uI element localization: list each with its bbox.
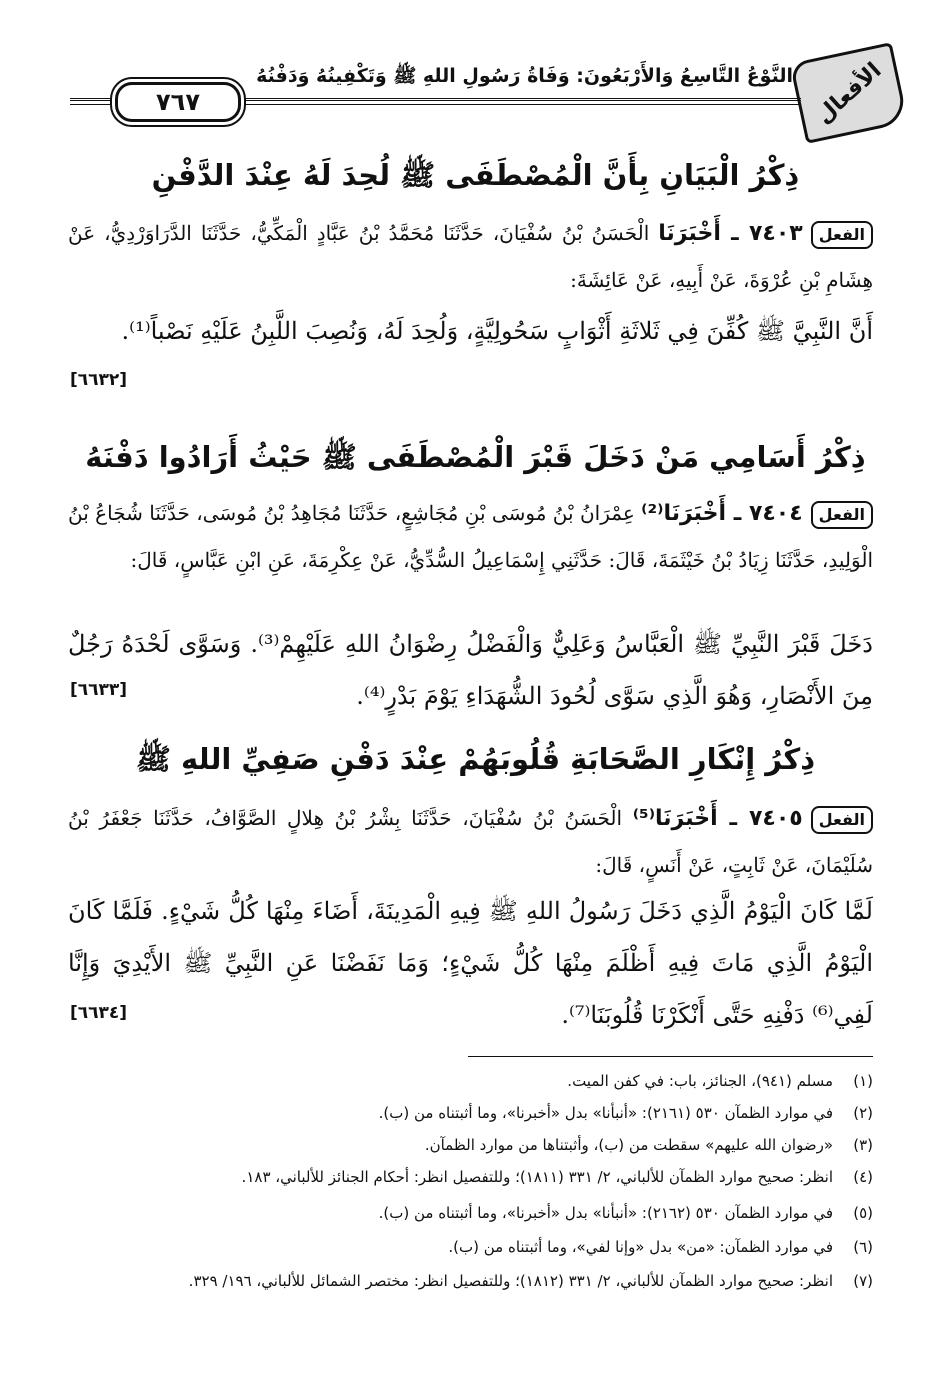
running-title: النَّوْعُ التَّاسِعُ وَالأَرْبَعُونَ: وَفَاةُ رَسُولِ اللهِ ﷺ وَتَكْفِينُهُ وَدَفْنُهُ (256, 65, 793, 87)
type-badge: الفعل (811, 501, 873, 529)
isnad-text: الْحَسَنُ بْنُ سُفْيَانَ، حَدَّثَنَا مُحَمَّدُ بْنُ عَبَّادٍ الْمَكِّيُّ، حَدَّثَنَا الدَّرَاوَرْدِيُّ، عَنْ هِشَامِ بْنِ عُرْوَةَ، عَنْ أَبِيهِ، عَنْ عَائِشَةَ: (68, 221, 873, 292)
footnote: (٣)«رضوان الله عليهم» سقطت من (ب)، وأثبتناها من موارد الظمآن. (424, 1136, 873, 1154)
chapter-heading: ذِكْرُ الْبَيَانِ بِأَنَّ الْمُصْطَفَى ﷺ لُحِدَ لَهُ عِنْدَ الدَّفْنِ (151, 158, 800, 192)
page-number: ٧٦٧ (156, 88, 200, 116)
footnote: (٢)في موارد الظمآن ٥٣٠ (٢١٦١): «أنبأنا» بدل «أخبرنا»، وما أثبتناه من (ب). (378, 1104, 873, 1122)
chapter-heading: ذِكْرُ إِنْكَارِ الصَّحَابَةِ قُلُوبَهُمْ عِنْدَ دَفْنِ صَفِيِّ اللهِ ﷺ (135, 742, 816, 776)
cross-reference: [٦٦٣٣] (70, 680, 128, 700)
chapter-heading: ذِكْرُ أَسَامِي مَنْ دَخَلَ قَبْرَ الْمُصْطَفَى ﷺ حَيْثُ أَرَادُوا دَفْنَهُ (85, 440, 866, 474)
hadith-number: ٧٤٠٤ ـ أَخْبَرَنَا⁽²⁾ (641, 501, 803, 526)
hadith-isnad (68, 210, 873, 303)
footnote: (٧)انظر: صحيح موارد الظمآن للألباني، ٢/ ٣٣١ (١٨١٢)؛ وللتفصيل انظر: مختصر الشمائل للألباني، ١٩٦/ ٣٢٩. (188, 1272, 873, 1290)
footnote: (١)مسلم (٩٤١)، الجنائز، باب: في كفن الميت. (567, 1072, 873, 1090)
hadith-number: ٧٤٠٥ ـ أَخْبَرَنَا⁽⁵⁾ (632, 806, 803, 831)
hadith-number: ٧٤٠٣ ـ أَخْبَرَنَا (658, 221, 803, 246)
section-tab (790, 42, 909, 144)
footnote-separator (468, 1056, 873, 1057)
hadith-matn: دَخَلَ قَبْرَ النَّبِيِّ ﷺ الْعَبَّاسُ وَعَلِيٌّ وَالْفَضْلُ رِضْوَانُ اللهِ عَلَيْهِمْ⁽³⁾. وَسَوَّى لَحْدَهُ رَجُلٌ مِنَ الأَنْصَارِ، وَهُوَ الَّذِي سَوَّى لُحُودَ الشُّهَدَاءِ يَوْمَ بَدْرٍ⁽⁴⁾. (68, 630, 873, 710)
footnote: (٦)في موارد الظمآن: «من» بدل «وإنا لفي»، وما أثبتناه من (ب). (448, 1238, 873, 1256)
footnote: (٥)في موارد الظمآن ٥٣٠ (٢١٦٢): «أنبأنا» بدل «أخبرنا»، وما أثبتناه من (ب). (378, 1204, 873, 1222)
type-badge: الفعل (811, 221, 873, 249)
isnad-text: عِمْرَانُ بْنُ مُوسَى بْنِ مُجَاشِعٍ، حَدَّثَنَا مُجَاهِدُ بْنُ مُوسَى، حَدَّثَنَا شُجَاعُ بْنُ الْوَلِيدِ، حَدَّثَنَا زِيَادُ بْنُ خَيْثَمَةَ، قَالَ: حَدَّثَنِي إِسْمَاعِيلُ السُّدِّيُّ، عَنْ عِكْرِمَةَ، عَنِ ابْنِ عَبَّاسٍ، قَالَ: (68, 501, 873, 572)
page-header (70, 52, 901, 132)
hadith-isnad (68, 490, 873, 583)
cross-reference: [٦٦٣٤] (70, 1003, 128, 1023)
section-tab-label: الأفعال (811, 57, 887, 129)
hadith-matn: أَنَّ النَّبِيَّ ﷺ كُفِّنَ فِي ثَلاثَةِ أَثْوَابٍ سَحُولِيَّةٍ، وَلُحِدَ لَهُ، وَنُصِبَ اللَّبِنُ عَلَيْهِ نَصْباً⁽¹⁾. (121, 317, 873, 345)
hadith-matn: لَمَّا كَانَ الْيَوْمُ الَّذِي دَخَلَ رَسُولُ اللهِ ﷺ فِيهِ الْمَدِينَةَ، أَضَاءَ مِنْهَا كُلُّ شَيْءٍ. فَلَمَّا كَانَ الْيَوْمُ الَّذِي مَاتَ فِيهِ أَظْلَمَ مِنْهَا كُلُّ شَيْءٍ؛ وَمَا نَفَضْنَا عَنِ النَّبِيِّ ﷺ الأَيْدِيَ وَإِنَّا لَفِي⁽⁶⁾ دَفْنِهِ حَتَّى أَنْكَرْنَا قُلُوبَنَا⁽⁷⁾. (68, 897, 873, 1029)
page-number-box (115, 82, 241, 122)
isnad-text: الْحَسَنُ بْنُ سُفْيَانَ، حَدَّثَنَا بِشْرُ بْنُ هِلالٍ الصَّوَّافُ، حَدَّثَنَا جَعْفَرُ بْنُ سُلَيْمَانَ، عَنْ ثَابِتٍ، عَنْ أَنَسٍ، قَالَ: (68, 806, 873, 877)
hadith-isnad (68, 795, 873, 888)
footnote: (٤)انظر: صحيح موارد الظمآن للألباني، ٢/ ٣٣١ (١٨١١)؛ وللتفصيل انظر: أحكام الجنائز للألباني، ١٨٣. (241, 1168, 873, 1186)
type-badge: الفعل (811, 806, 873, 834)
cross-reference: [٦٦٣٢] (70, 370, 128, 390)
